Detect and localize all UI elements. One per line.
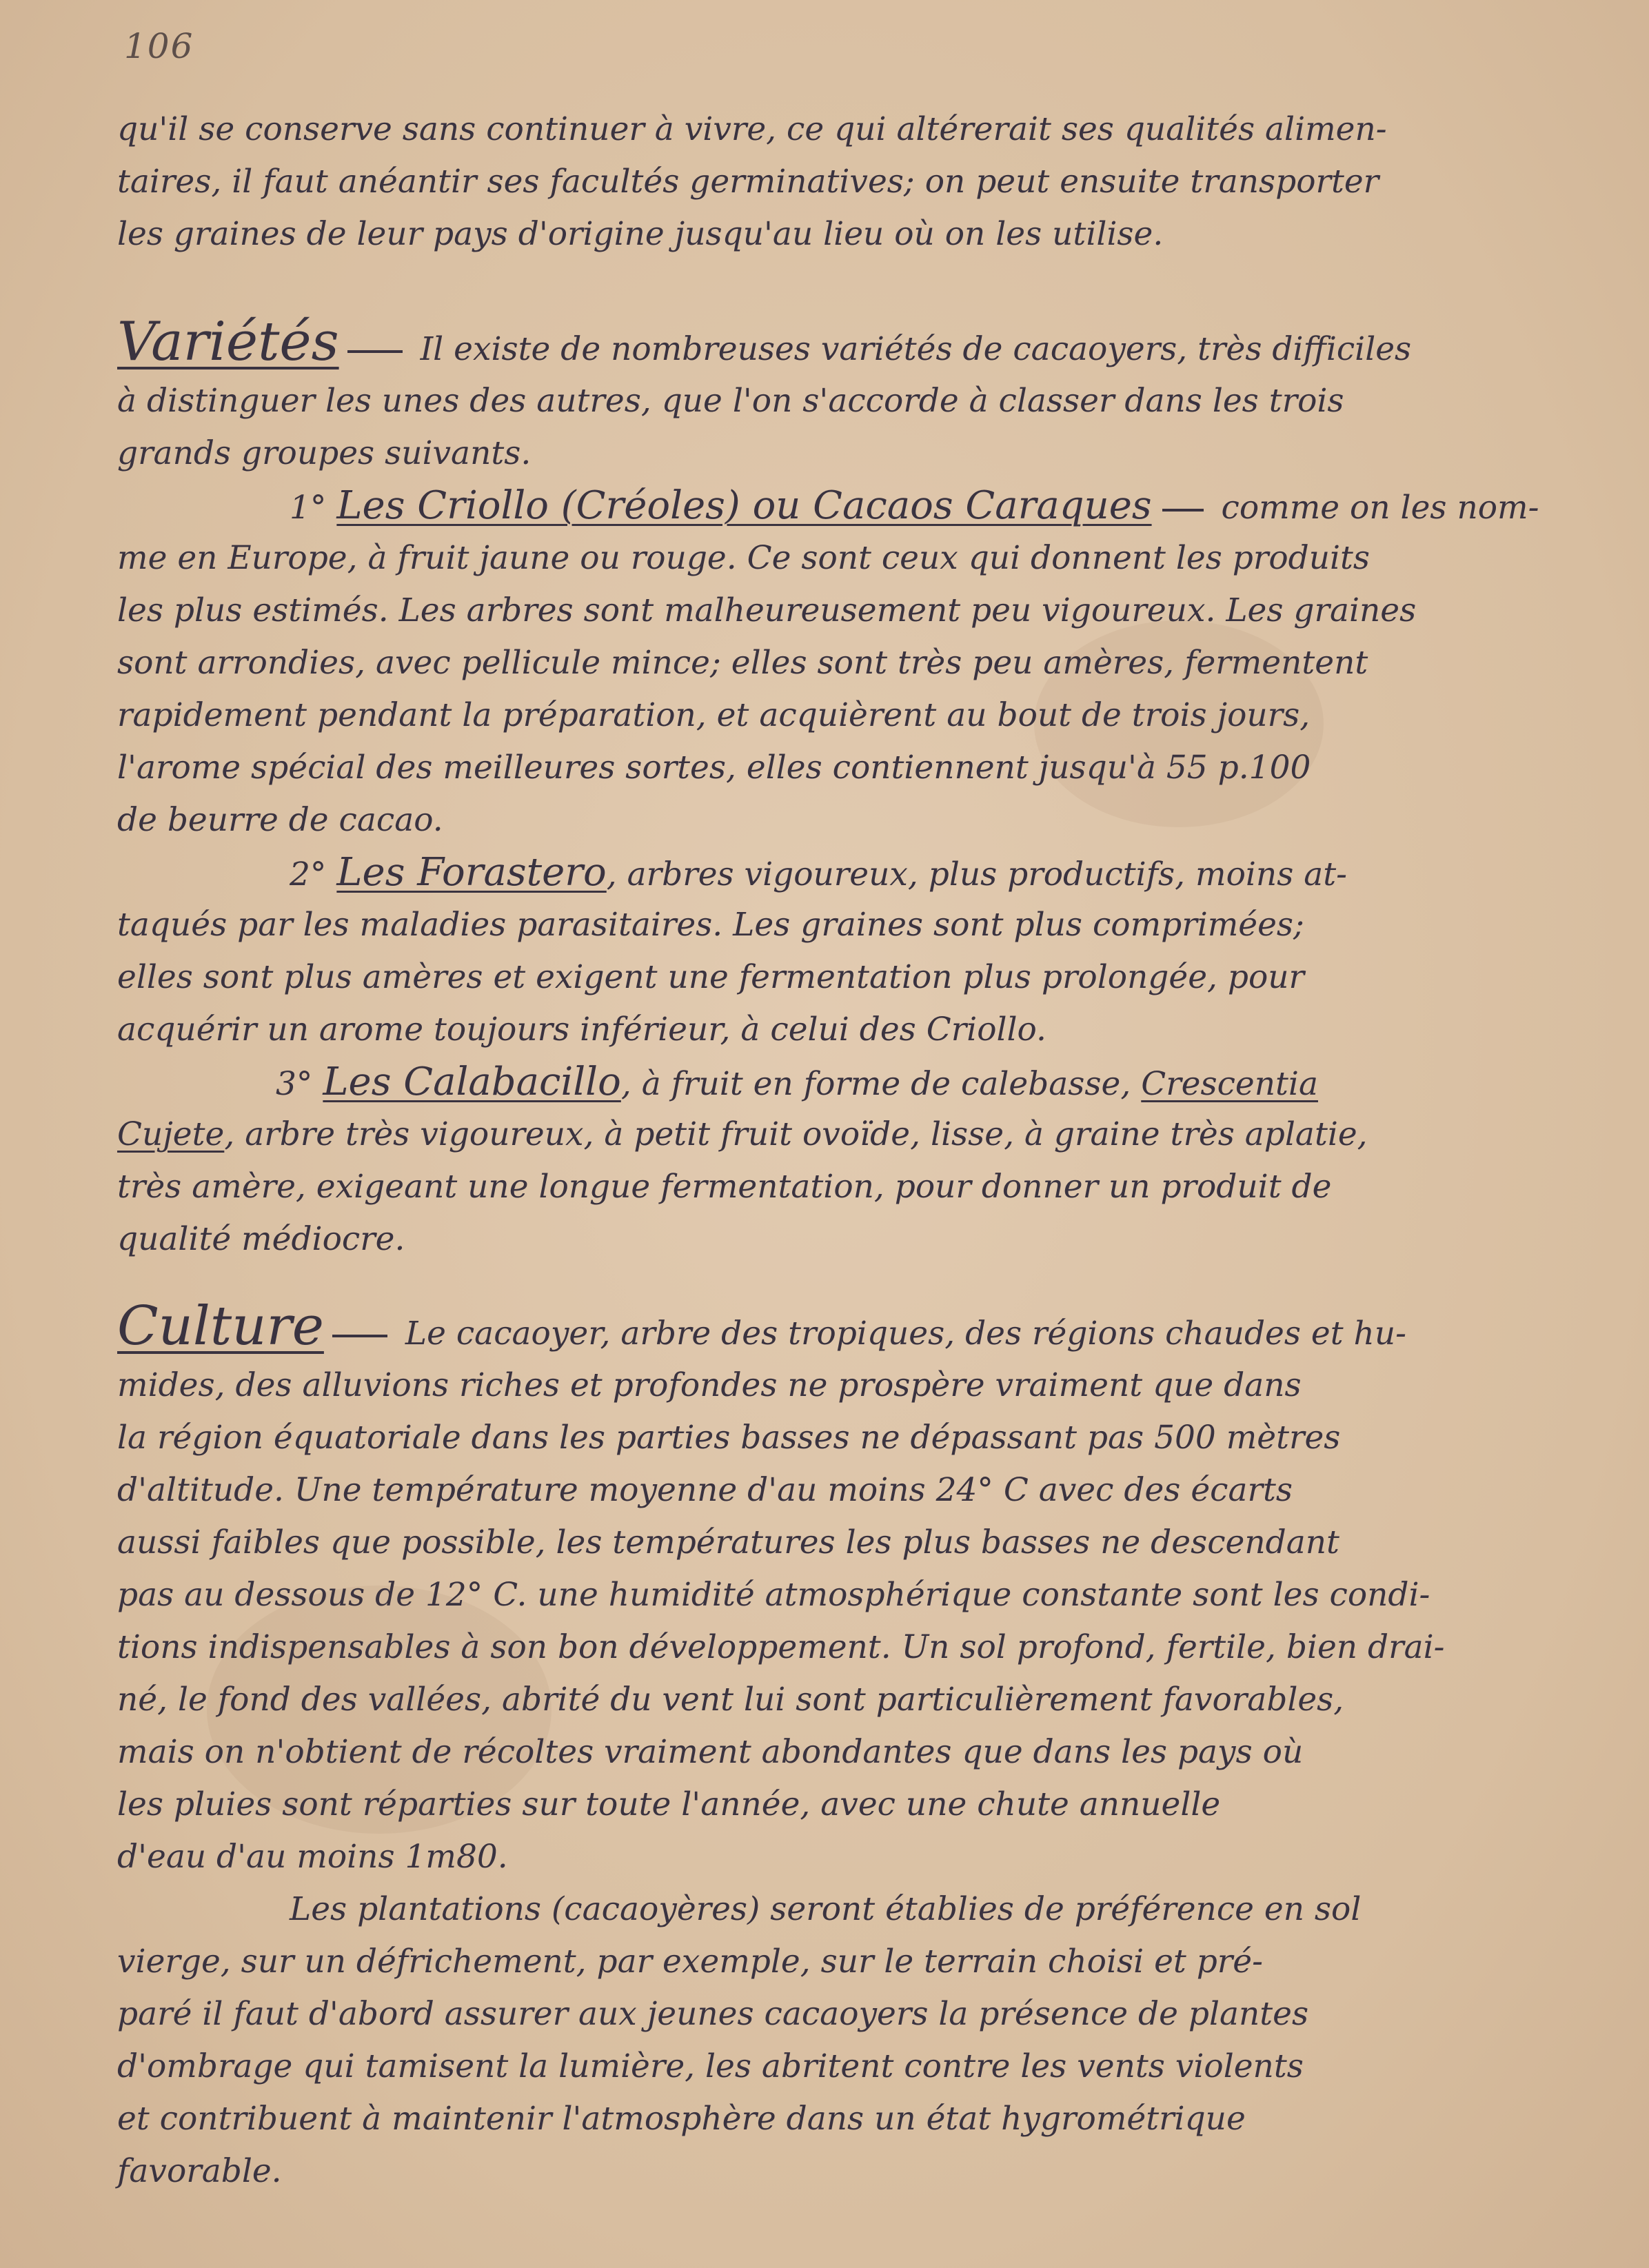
text-run: comme on les nom-	[1221, 489, 1539, 527]
text-line: l'arome spécial des meilleures sortes, elles contiennent jusqu'à 55 p.100	[117, 749, 1311, 787]
text-line: de beurre de cacao.	[117, 801, 443, 839]
text-line: les plus estimés. Les arbres sont malheureusement peu vigoureux. Les graines	[117, 591, 1417, 629]
heading-dash	[347, 350, 403, 353]
criollo-first-line	[117, 480, 1620, 532]
text-line: mais on n'obtient de récoltes vraiment abondantes que dans les pays où	[117, 1733, 1304, 1771]
text-line: taires, il faut anéantir ses facultés germinatives; on peut ensuite transporter	[117, 163, 1379, 201]
varietes-first-line	[117, 309, 1620, 375]
text-line: né, le fond des vallées, abrité du vent lui sont particulièrement favorables,	[117, 1681, 1344, 1719]
culture-first-line	[117, 1293, 1620, 1359]
forastero-first-line	[117, 847, 1620, 899]
text-line: rapidement pendant la préparation, et acquièrent au bout de trois jours,	[117, 696, 1311, 734]
text-line: à distinguer les unes des autres, que l'on s'accorde à classer dans les trois	[117, 382, 1344, 420]
text-line: la région équatoriale dans les parties basses ne dépassant pas 500 mètres	[117, 1419, 1341, 1457]
text-line: me en Europe, à fruit jaune ou rouge. Ce sont ceux qui donnent les produits	[117, 539, 1370, 577]
section-heading-varietes: Variétés	[117, 311, 339, 373]
text-line: taqués par les maladies parasitaires. Les graines sont plus comprimées;	[117, 906, 1304, 944]
text-line: et contribuent à maintenir l'atmosphère dans un état hygrométrique	[117, 2100, 1246, 2138]
calabacillo-first-line	[117, 1056, 1620, 1108]
text-line: elles sont plus amères et exigent une fermentation plus prolongée, pour	[117, 958, 1305, 996]
text-line: acquérir un arome toujours inférieur, à celui des Criollo.	[117, 1011, 1046, 1049]
section-heading-culture: Culture	[117, 1295, 324, 1357]
text-run: Il existe de nombreuses variétés de cacaoyers, très difficiles	[420, 330, 1412, 368]
page-number: 106	[124, 26, 194, 66]
text-line: pas au dessous de 12° C. une humidité atmosphérique constante sont les condi-	[117, 1576, 1430, 1614]
text-line: d'altitude. Une température moyenne d'au moins 24° C avec des écarts	[117, 1471, 1293, 1509]
text-line: qu'il se conserve sans continuer à vivre, ce qui altérerait ses qualités alimen-	[117, 110, 1387, 148]
calabacillo-second-line	[117, 1108, 1620, 1161]
heading-dash	[332, 1335, 387, 1337]
text-run: , à fruit en forme de calebasse,	[620, 1065, 1131, 1103]
name-dash	[1162, 509, 1204, 512]
handwritten-text	[117, 103, 1620, 2198]
text-line: paré il faut d'abord assurer aux jeunes cacaoyers la présence de plantes	[117, 1995, 1309, 2033]
text-line: qualité médiocre.	[117, 1220, 405, 1258]
text-line: vierge, sur un défrichement, par exemple, sur le terrain choisi et pré-	[117, 1943, 1263, 1981]
item-number: 2°	[290, 855, 327, 893]
text-run: , arbres vigoureux, plus productifs, moins at-	[606, 855, 1348, 893]
text-line: favorable.	[117, 2152, 282, 2190]
text-line: les graines de leur pays d'origine jusqu'au lieu où on les utilise.	[117, 215, 1164, 253]
text-line: d'eau d'au moins 1m80.	[117, 1838, 508, 1876]
species-name-crescentia: Crescentia	[1141, 1065, 1318, 1103]
item-number: 1°	[290, 489, 327, 527]
text-line: tions indispensables à son bon développement. Un sol profond, fertile, bien drai-	[117, 1628, 1445, 1666]
text-line: mides, des alluvions riches et profondes ne prospère vraiment que dans	[117, 1366, 1302, 1404]
text-line: très amère, exigeant une longue fermentation, pour donner un produit de	[117, 1168, 1332, 1206]
text-run: Le cacaoyer, arbre des tropiques, des régions chaudes et hu-	[405, 1315, 1406, 1353]
text-line: grands groupes suivants.	[117, 434, 532, 472]
text-line: les pluies sont réparties sur toute l'année, avec une chute annuelle	[117, 1785, 1221, 1823]
text-run: , arbre très vigoureux, à petit fruit ovoïde, lisse, à graine très aplatie,	[224, 1115, 1368, 1153]
text-line: aussi faibles que possible, les températures les plus basses ne descendant	[117, 1523, 1339, 1561]
species-name-cujete: Cujete	[117, 1115, 225, 1153]
text-line: sont arrondies, avec pellicule mince; elles sont très peu amères, fermentent	[117, 644, 1368, 682]
item-number: 3°	[276, 1065, 313, 1103]
text-line: Les plantations (cacaoyères) seront établies de préférence en sol	[290, 1890, 1362, 1928]
variety-name-forastero: Les Forastero	[336, 850, 607, 895]
variety-name-criollo: Les Criollo (Créoles) ou Cacaos Caraques	[336, 483, 1152, 528]
text-line: d'ombrage qui tamisent la lumière, les abritent contre les vents violents	[117, 2047, 1304, 2085]
variety-name-calabacillo: Les Calabacillo	[323, 1060, 621, 1104]
